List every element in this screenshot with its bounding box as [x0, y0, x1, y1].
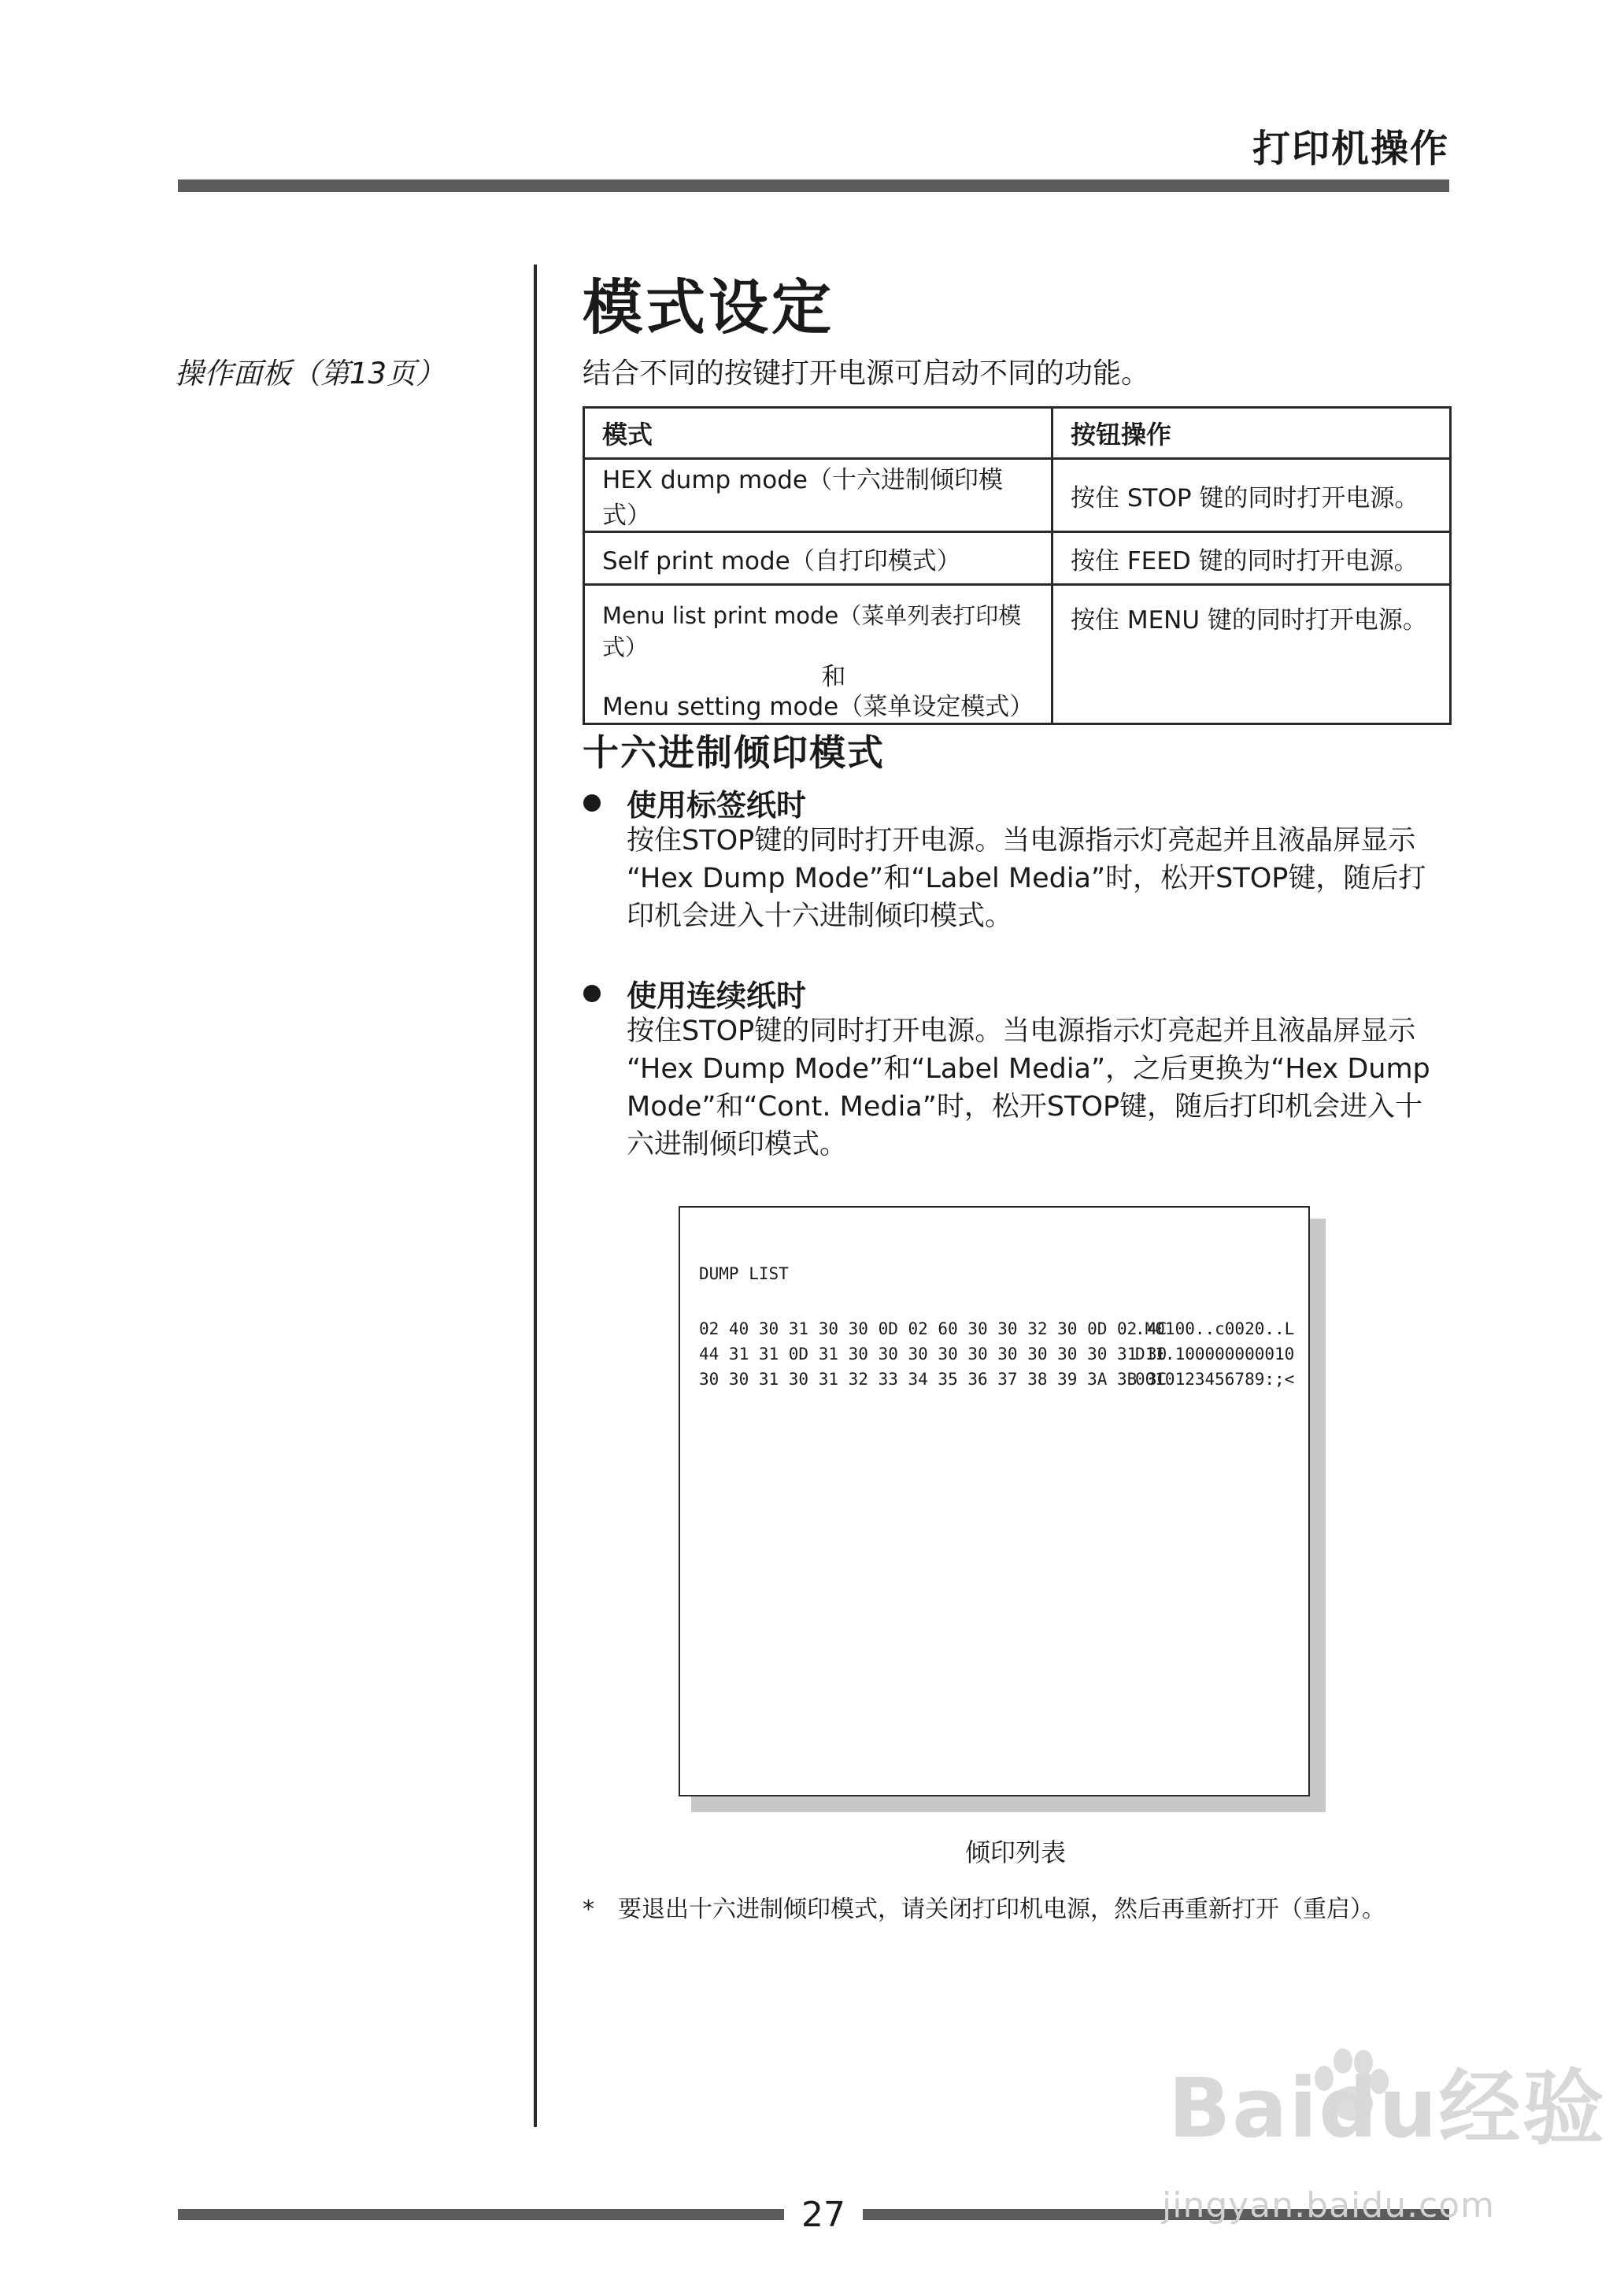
- table-row: [584, 459, 1451, 532]
- watermark-logo: Baidu经验: [1168, 2060, 1606, 2156]
- header-rule: [178, 179, 1449, 192]
- mode-menu-setting: Menu setting mode（菜单设定模式）: [602, 693, 1034, 721]
- hex-row: 30 30 31 30 31 32 33 34 35 36 37 38 39 3A 3B 3C: [699, 1370, 1167, 1389]
- dump-list-figure: [679, 1206, 1310, 1796]
- subsection-title-continuous: 使用连续纸时: [627, 979, 807, 1013]
- ascii-row: D11.100000000010: [1135, 1345, 1295, 1363]
- page-title: 模式设定: [583, 272, 834, 342]
- table-cell-operation: 按住 STOP 键的同时打开电源。: [1052, 459, 1451, 532]
- paragraph-line: 六进制倾印模式。: [627, 1129, 848, 1160]
- footer-rule-left: [178, 2209, 784, 2220]
- table-row: [584, 585, 1451, 724]
- section-title: 十六进制倾印模式: [583, 731, 885, 774]
- table-cell-mode: HEX dump mode（十六进制倾印模式）: [584, 459, 1052, 532]
- hex-row: 02 40 30 31 30 30 0D 02 60 30 30 32 30 0D 02 4C: [699, 1319, 1167, 1338]
- table-header-mode: 模式: [584, 408, 1052, 459]
- watermark-url: jingyan.baidu.com: [1162, 2185, 1496, 2226]
- subsection-title-label-media: 使用标签纸时: [627, 788, 807, 823]
- intro-text: 结合不同的按键打开电源可启动不同的功能。: [583, 357, 1150, 390]
- chapter-title: 打印机操作: [1252, 127, 1449, 171]
- sidebar-reference: 操作面板（第13页）: [175, 357, 446, 390]
- paragraph-line: 按住STOP键的同时打开电源。当电源指示灯亮起并且液晶屏显示: [627, 1016, 1416, 1047]
- paragraph-line: 印机会进入十六进制倾印模式。: [627, 901, 1013, 932]
- paragraph-line: “Hex Dump Mode”和“Label Media”，之后更换为“Hex Dump: [627, 1053, 1430, 1085]
- hex-row: 44 31 31 0D 31 30 30 30 30 30 30 30 30 30 31 30: [699, 1345, 1167, 1363]
- bullet-icon: [583, 794, 601, 812]
- table-cell-operation: 按住 MENU 键的同时打开电源。: [1052, 585, 1451, 724]
- figure-caption: 倾印列表: [965, 1837, 1067, 1867]
- mode-conjunction: 和: [821, 663, 846, 691]
- paragraph-line: “Hex Dump Mode”和“Label Media”时，松开STOP键，随后打: [627, 863, 1426, 894]
- mode-table: [583, 406, 1452, 725]
- footnote: * 要退出十六进制倾印模式，请关闭打印机电源，然后再重新打开（重启）。: [583, 1896, 1385, 1923]
- mode-menu-list: Menu list print mode（菜单列表打印模式）: [602, 602, 1022, 660]
- table-header-operation: 按钮操作: [1052, 408, 1451, 459]
- dump-list-title: DUMP LIST: [699, 1264, 789, 1283]
- page-number: 27: [801, 2195, 845, 2235]
- vertical-divider: [534, 265, 537, 2127]
- table-cell-operation: 按住 FEED 键的同时打开电源。: [1052, 532, 1451, 585]
- paragraph-line: Mode”和“Cont. Media”时，松开STOP键，随后打印机会进入十: [627, 1091, 1423, 1123]
- paragraph-continuous: [627, 1012, 1452, 1164]
- paragraph-line: 按住STOP键的同时打开电源。当电源指示灯亮起并且液晶屏显示: [627, 825, 1416, 857]
- table-header-row: [584, 408, 1451, 459]
- paragraph-label-media: [627, 822, 1452, 935]
- table-cell-mode: Self print mode（自打印模式）: [584, 532, 1052, 585]
- bullet-icon: [583, 985, 601, 1002]
- table-row: [584, 532, 1451, 585]
- ascii-row: .M0100..c0020..L: [1135, 1319, 1295, 1338]
- ascii-row: 0010123456789:;<: [1135, 1370, 1295, 1389]
- table-cell-mode: [584, 585, 1052, 724]
